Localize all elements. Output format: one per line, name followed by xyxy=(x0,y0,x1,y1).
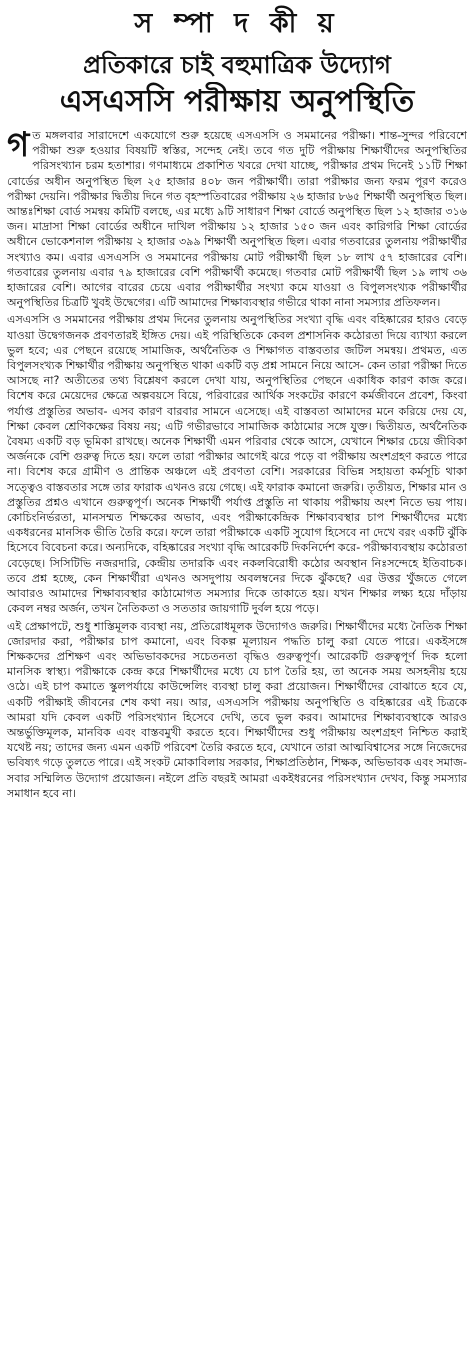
paragraph-3: এই প্রেক্ষাপটে, শুধু শাস্তিমূলক ব্যবস্থা নয়, প্রতিরোধমূলক উদ্যোগও জরুরি। শিক্ষার্থীদের মধ্যে নৈতিক শিক্ষা জোরদার করা, পরীক্ষার চাপ কমানো, এবং বিকল্প মূল্যায়ন পদ্ধতি চালু করা যেতে পারে। একইসঙ্গে শিক্ষকদের প্রশিক্ষণ এবং অভিভাবকদের সচেতনতা বৃদ্ধিও গুরুত্বপূর্ণ। আরেকটি গুরুত্বপূর্ণ দিক হলো মানসিক স্বাস্থ্য। পরীক্ষাকে কেন্দ্র করে শিক্ষার্থীদের মধ্যে যে চাপ তৈরি হয়, তা অনেক সময় অসহনীয় হয়ে ওঠে। এই চাপ কমাতে স্কুলপর্যায়ে কাউন্সেলিং ব্যবস্থা চালু করা প্রয়োজন। শিক্ষার্থীদের বোঝাতে হবে যে, একটি পরীক্ষাই জীবনের শেষ কথা নয়। আর, এসএসসি পরীক্ষায় অনুপস্থিতি ও বহিষ্কারের এই চিত্রকে আমরা যদি কেবল একটি পরিসংখ্যান হিসেবে দেখি, তবে ভুল করব। আমাদের শিক্ষাব্যবস্থাকে আরও অন্তর্ভুক্তিমূলক, মানবিক এবং বাস্তবমুখী করতে হবে। শিক্ষার্থীদের শুধু পরীক্ষায় অংশগ্রহণ নিশ্চিত করাই যথেষ্ট নয়; তাদের জন্য এমন একটি পরিবেশ তৈরি করতে হবে, যেখানে তারা আত্মবিশ্বাসের সঙ্গে নিজেদের ভবিষ্যৎ গড়ে তুলতে পারে। এই সংকট মোকাবিলায় সরকার, শিক্ষাপ্রতিষ্ঠান, শিক্ষক, অভিভাবক এবং সমাজ-সবার সম্মিলিত উদ্যোগ প্রয়োজন। নইলে প্রতি বছরই আমরা একইধরনের পরিসংখ্যান দেখব, কিন্তু সমস্যার সমাধান হবে না। xyxy=(7,619,467,800)
section-label: স ম্পা দ কী য় xyxy=(134,8,340,39)
article-body xyxy=(7,125,467,801)
drop-cap: গ xyxy=(7,125,30,165)
paragraph-2: এসএসসি ও সমমানের পরীক্ষায় প্রথম দিনের তুলনায় অনুপস্থিতির সংখ্যা বৃদ্ধি এবং বহিষ্কারের হারও বেড়ে যাওয়া উদ্বেগজনক প্রবণতারই ইঙ্গিত দেয়। এই পরিস্থিতিকে কেবল প্রশাসনিক কঠোরতা দিয়ে ব্যাখ্যা করলে ভুল হবে; এর পেছনে রয়েছে সামাজিক, অর্থনৈতিক ও শিক্ষাগত বাস্তবতার জটিল সমন্বয়। প্রথমত, এত বিপুলসংখ্যক শিক্ষার্থীর পরীক্ষায় অনুপস্থিত থাকা একটি বড় প্রশ্ন সামনে নিয়ে আসে- কেন তারা পরীক্ষা দিতে আসছে না? অতীতের তথ্য বিশ্লেষণ করলে দেখা যায়, অনুপস্থিতির পেছনে একাধিক কারণ কাজ করে। বিশেষ করে মেয়েদের ক্ষেত্রে অল্পবয়সে বিয়ে, পরিবারের আর্থিক সংকটের কারণে কর্মজীবনে প্রবেশ, কিংবা পর্যাপ্ত প্রস্তুতির অভাব- এসব কারণ বারবার সামনে এসেছে। এই বাস্তবতা আমাদের মনে করিয়ে দেয় যে, শিক্ষা কেবল শ্রেণিকক্ষের বিষয় নয়; এটি গভীরভাবে সামাজিক কাঠামোর সঙ্গে যুক্ত। দ্বিতীয়ত, অর্থনৈতিক বৈষম্য একটি বড় ভূমিকা রাখছে। অনেক শিক্ষার্থী এমন পরিবার থেকে আসে, যেখানে শিক্ষার চেয়ে জীবিকা অর্জনকে বেশি গুরুত্ব দিতে হয়। ফলে তারা পরীক্ষার আগেই ঝরে পড়ে বা পরীক্ষায় অংশগ্রহণ করতে পারে না। বিশেষ করে গ্রামীণ ও প্রান্তিক অঞ্চলে এই প্রবণতা বেশি। সরকারের বিভিন্ন সহায়তা কর্মসূচি থাকা সত্ত্বেও বাস্তবতার সঙ্গে তার ফারাক এখনও রয়ে গেছে। এই ফারাক কমানো জরুরি। তৃতীয়ত, শিক্ষার মান ও প্রস্তুতির প্রশ্নও এখানে গুরুত্বপূর্ণ। অনেক শিক্ষার্থী পর্যাপ্ত প্রস্তুতি না থাকায় পরীক্ষায় অংশ নিতে ভয় পায়। কোচিংনির্ভরতা, মানসম্মত শিক্ষকের অভাব, এবং পরীক্ষাকেন্দ্রিক শিক্ষাব্যবস্থার চাপ শিক্ষার্থীদের মধ্যে একধরনের মানসিক ভীতি তৈরি করে। ফলে তারা পরীক্ষাকে একটি সুযোগ হিসেবে না দেখে বরং একটি ঝুঁকি হিসেবে বিবেচনা করে। অন্যদিকে, বহিষ্কারের সংখ্যা বৃদ্ধি আরেকটি দিকনির্দেশ করে- পরীক্ষাব্যবস্থায় কঠোরতা বেড়েছে। সিসিটিভি নজরদারি, কেন্দ্রীয় তদারকি এবং নকলবিরোধী কঠোর অবস্থান নিঃসন্দেহে ইতিবাচক। তবে প্রশ্ন হচ্ছে, কেন শিক্ষার্থীরা এখনও অসদুপায় অবলম্বনের দিকে ঝুঁকছে? এর উত্তর খুঁজতে গেলে আবারও আমাদের শিক্ষাব্যবস্থার কাঠামোগত সমস্যার দিকে তাকাতে হয়। যখন শিক্ষার লক্ষ্য হয়ে দাঁড়ায় কেবল নম্বর অর্জন, তখন নৈতিকতা ও সততার জায়গাটি দুর্বল হয়ে পড়ে। xyxy=(7,313,467,616)
subheadline: প্রতিকারে চাই বহুমাত্রিক উদ্যোগ xyxy=(83,51,391,79)
paragraph-1 xyxy=(7,125,467,310)
paragraph-1-text: ত মঙ্গলবার সারাদেশে একযোগে শুরু হয়েছে এসএসসি ও সমমানের পরীক্ষা। শান্ত-সুন্দর পরিবেশে পরীক্ষা শুরু হওয়ার বিষয়টি স্বস্তির, সন্দেহ নেই। তবে গত দুটি পরীক্ষায় শিক্ষার্থীদের অনুপস্থিতির পরিসংখ্যান চরম হতাশার। গণমাধ্যমে প্রকাশিত খবরে দেখা যাচ্ছে, পরীক্ষার প্রথম দিনেই ১১টি শিক্ষা বোর্ডের অধীন অনুপস্থিত ছিল ২৫ হাজার ৪০৮ জন পরীক্ষার্থী। তারা পরীক্ষার জন্য ফরম পূরণ করেও পরীক্ষা দেয়নি। পরীক্ষার দ্বিতীয় দিনে গত বৃহস্পতিবারের পরীক্ষায় ২৬ হাজার ৮৬৫ শিক্ষার্থী অনুপস্থিত ছিল। আন্তঃশিক্ষা বোর্ড সমন্বয় কমিটি বলছে, এর মধ্যে ৯টি সাধারণ শিক্ষা বোর্ডে অনুপস্থিত ছিল ১২ হাজার ৩১৬ জন। মাদ্রাসা শিক্ষা বোর্ডের অধীনে দাখিল পরীক্ষায় ১২ হাজার ১৫০ জন এবং কারিগরি শিক্ষা বোর্ডের অধীনে ভোকেশনাল পরীক্ষায় ২ হাজার ৩৯৯ শিক্ষার্থী অনুপস্থিত ছিল। এবার গতবারের তুলনায় পরীক্ষার্থীর সংখ্যাও কম। এবার এসএসসি ও সমমানের পরীক্ষায় মোট পরীক্ষার্থী ছিল ১৮ লাখ ৫৭ হাজারের বেশি। গতবারের তুলনায় এবার ৭৯ হাজারের বেশি পরীক্ষার্থী কমেছে। গতবার মোট পরীক্ষার্থী ছিল ১৯ লাখ ৩৬ হাজারের বেশি। আগের বারের চেয়ে এবার পরীক্ষার্থীর সংখ্যা কমে যাওয়া ও বিপুলসংখ্যক পরীক্ষার্থীর অনুপস্থিতির চিত্রটি খুবই উদ্বেগের। এটি আমাদের শিক্ষাব্যবস্থার গভীরে থাকা নানা সমস্যার প্রতিফলন। xyxy=(7,129,467,310)
headline: এসএসসি পরীক্ষায় অনুপস্থিতি xyxy=(59,84,415,119)
